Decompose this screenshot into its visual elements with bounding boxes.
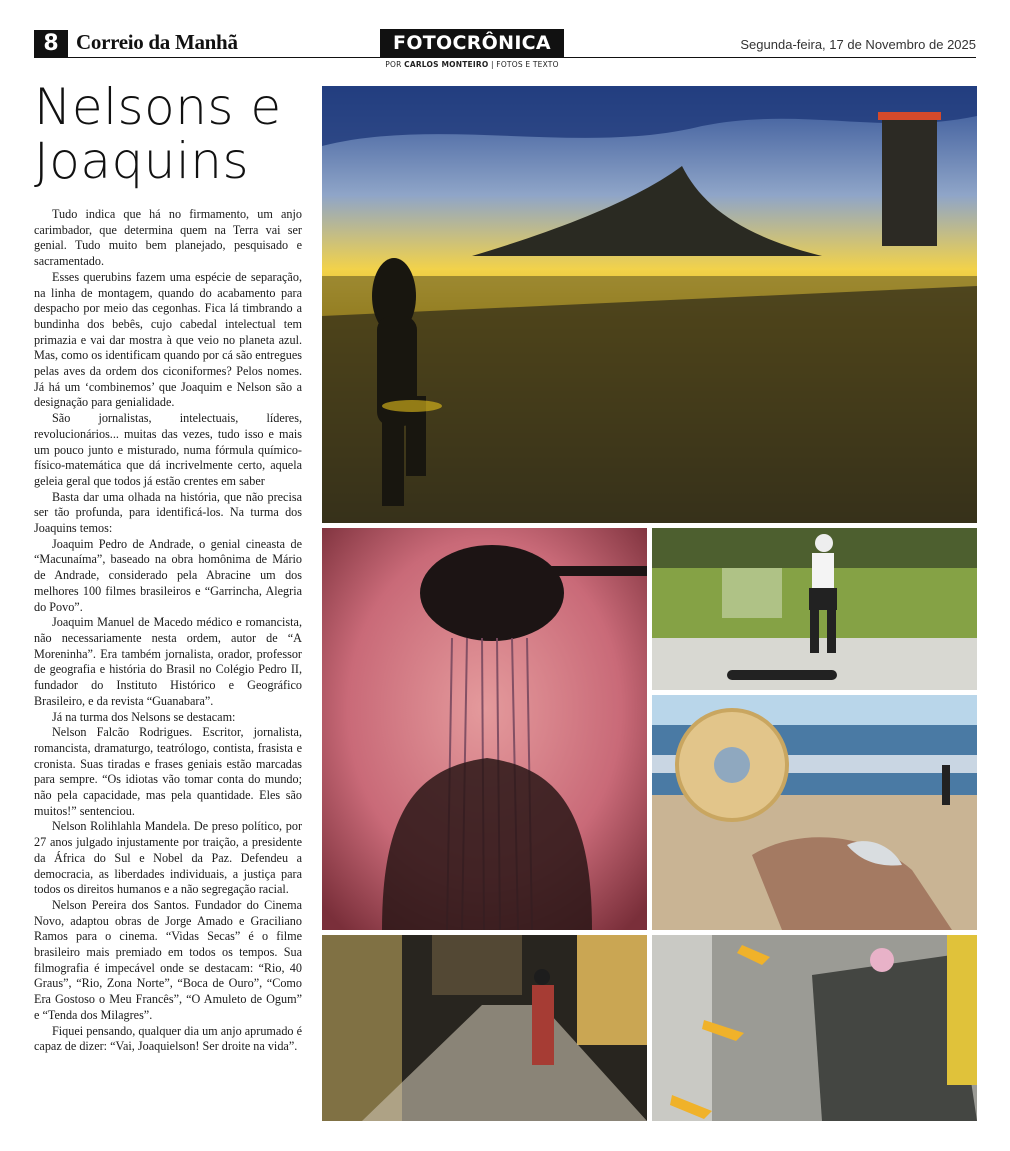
issue-date: Segunda-feira, 17 de Novembro de 2025 <box>740 37 976 52</box>
headline-line-2: Joaquins <box>34 132 250 190</box>
article-paragraph: Nelson Falcão Rodrigues. Escritor, jornalista, romancista, dramaturgo, teatrólogo, contista, frasista e cronista. Suas tiradas e frases geniais estão marcadas para sempre. “Os idiotas vão tomar conta do mundo; não pela capacidade, mas pela quantidade. Eles são muitos!” sentenciou. <box>34 725 302 818</box>
article-paragraph: Joaquim Manuel de Macedo médico e romancista, não necessariamente nesta ordem, autor de “A Moreninha”. Era também jornalista, orador, professor de geografia e história do Brasil no Colégio Pedro II, fundador do Instituto Histórico e Geográfico Brasileiro, e da revista “Guanabara”. <box>34 615 302 708</box>
headline-line-1: Nelsons e <box>34 78 282 136</box>
byline-suffix: | FOTOS E TEXTO <box>491 60 559 69</box>
header-rule <box>34 57 976 58</box>
section-title: FOTOCRÔNICA <box>380 29 564 57</box>
article-paragraph: Já na turma dos Nelsons se destacam: <box>52 709 236 724</box>
page-number: 8 <box>34 30 68 57</box>
photo-skateboarder <box>652 528 977 690</box>
photo-beach-sunset-runner <box>322 86 977 523</box>
article-paragraph: Basta dar uma olhada na história, que não precisa ser tão profunda, para identificá-los. Na turma dos Joaquins temos: <box>34 489 302 536</box>
newspaper-name: Correio da Manhã <box>76 30 238 54</box>
photo-sidewalk-arrows <box>652 935 977 1121</box>
article-paragraph: Tudo indica que há no firmamento, um anjo carimbador, que determina quem na Terra vai ser genial. Tudo muito bem planejado, pesquisado e sacramentado. <box>34 207 302 269</box>
article-paragraph: Fiquei pensando, qualquer dia um anjo aprumado é capaz de dizer: “Vai, Joaquielson! Ser droite na vida”. <box>34 1023 302 1054</box>
article-paragraph: Joaquim Pedro de Andrade, o genial cineasta de “Macunaíma”, baseado na obra homônima de Mário de Andrade, considerado pela Abracine um dos melhores 100 filmes brasileiros e “Garrincha, Alegria do Povo”. <box>34 536 302 614</box>
article-headline <box>34 80 314 188</box>
article-paragraph: Esses querubins fazem uma espécie de separação, na linha de montagem, quando do acabamento para despacho por meio das cegonhas. Fica lá timbrando a bundinha dos bebês, cujo cabedal intelectual tem primazia e vai dar mostra à que veio no planeta azul. Mas, como os identificam quando por cá são entregues pelas aves da ordem dos ciconiformes? Pelos nomes. Já há um ‘combinemos’ que Joaquim e Nelson são a designação para genialidade. <box>34 269 302 410</box>
article-paragraph: Nelson Pereira dos Santos. Fundador do Cinema Novo, adaptou obras de Jorge Amado e Graciliano Ramos para o cinema. “Vidas Secas” é o filme brasileiro mais premiado em todos os tempos. Sua filmografia é impecável onde se destacam: “Rio, 40 Graus”, “Rio, Zona Norte”, “Boca de Ouro”, “Como Era Gostoso o Meu Francês”, “O Amuleto de Ogum” e “Tenda dos Milagres”. <box>34 897 302 1022</box>
photo-night-street <box>322 935 647 1121</box>
byline <box>380 60 564 69</box>
byline-prefix: POR <box>385 60 402 69</box>
article-body <box>34 207 302 1055</box>
article-paragraph: São jornalistas, intelectuais, líderes, revolucionários... muitas das vezes, tudo isso e mais um pouco junto e misturado, numa fórmula químico-físico-matemática que dá incrivelmente certo, aquela geleia geral que todos já estão crentes em saber <box>34 411 302 488</box>
photo-biscuit-ring <box>652 695 977 930</box>
byline-author: CARLOS MONTEIRO <box>404 60 489 69</box>
photo-beach-shower <box>322 528 647 930</box>
article-paragraph: Nelson Rolihlahla Mandela. De preso político, por 27 anos julgado injustamente por traição, a presidente da África do Sul e Nobel da Paz. Defendeu a democracia, as liberdades individuais, a justiça para todos os direitos humanos e a não segregação racial. <box>34 819 302 897</box>
